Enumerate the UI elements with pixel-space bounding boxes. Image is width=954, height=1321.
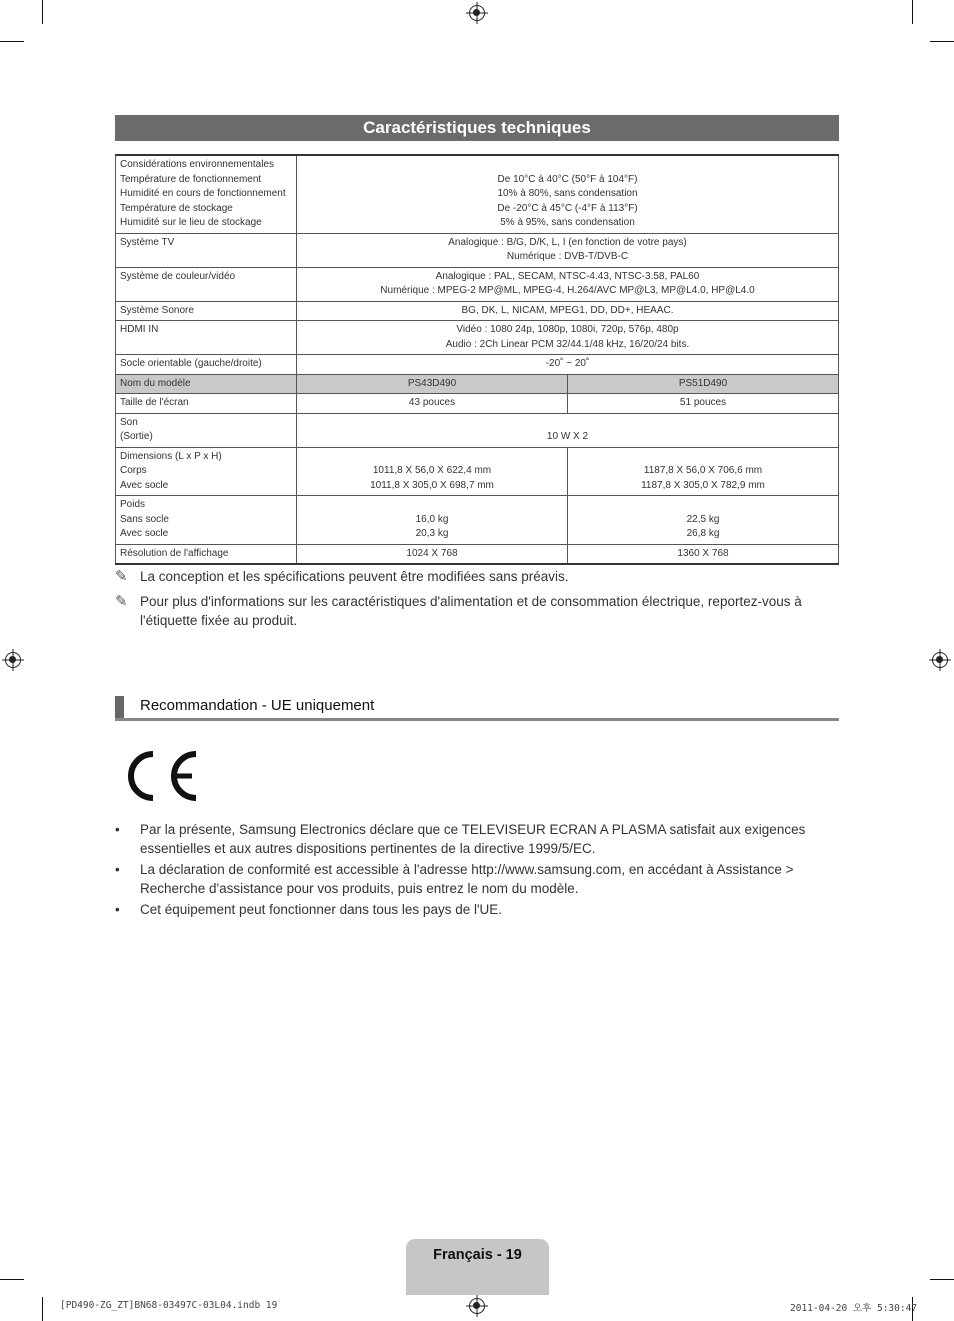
crop-mark: [0, 41, 24, 42]
label-line: Humidité sur le lieu de stockage: [120, 217, 262, 228]
note-item: [115, 567, 839, 586]
spec-value-hdmi: [297, 321, 839, 355]
list-item: [115, 900, 839, 919]
resolution-b: 1360 X 768: [568, 544, 839, 564]
table-row: [116, 374, 839, 394]
table-row: [116, 544, 839, 564]
value-line: 5% à 95%, sans condensation: [500, 217, 635, 228]
value-line: Numérique : DVB-T/DVB-C: [506, 251, 629, 262]
bullet-text: Cet équipement peut fonctionner dans tous les pays de l'UE.: [140, 902, 503, 917]
table-row: [116, 394, 839, 414]
spec-value-sound: 10 W X 2: [297, 413, 839, 447]
registration-mark-icon: [469, 5, 485, 21]
value-line: 10% à 80%, sans condensation: [497, 188, 638, 199]
label-line: (Sortie): [120, 431, 153, 442]
spec-label-color: Système de couleur/vidéo: [116, 267, 297, 301]
spec-value-tv: [297, 233, 839, 267]
spec-label-sound-system: Système Sonore: [116, 301, 297, 321]
resolution-a: 1024 X 768: [297, 544, 568, 564]
ce-mark-icon: [120, 748, 200, 804]
weight-b: [568, 496, 839, 545]
table-row: [116, 301, 839, 321]
table-row: [116, 267, 839, 301]
label-line: Température de fonctionnement: [120, 173, 262, 185]
table-row: [116, 233, 839, 267]
page-number-tab: [406, 1239, 549, 1295]
spec-label-sound: [116, 413, 297, 447]
spec-table: [115, 154, 839, 565]
label-line: Température de stockage: [120, 202, 233, 214]
table-row: [116, 355, 839, 375]
value-line: Audio : 2Ch Linear PCM 32/44.1/48 kHz, 16/20/24 bits.: [445, 338, 690, 350]
spec-label-swivel: Socle orientable (gauche/droite): [116, 355, 297, 375]
spec-value-env: [297, 155, 839, 233]
spec-label-weight: [116, 496, 297, 545]
spec-value-swivel: -20˚ ~ 20˚: [297, 355, 839, 375]
crop-mark: [0, 1279, 24, 1280]
label-line: Humidité en cours de fonctionnement: [120, 188, 286, 199]
value-line: 20,3 kg: [415, 528, 449, 539]
spec-label-hdmi: HDMI IN: [116, 321, 297, 355]
weight-a: [297, 496, 568, 545]
note-text: Pour plus d'informations sur les caractéristiques d'alimentation et de consommation électrique, reportez-vous à l'étiquette fixée au produit.: [140, 594, 802, 628]
spec-value-sound-system: BG, DK, L, NICAM, MPEG1, DD, DD+, HEAAC.: [297, 301, 839, 321]
crop-mark: [42, 1297, 43, 1321]
value-line: 1011,8 X 56,0 X 622,4 mm: [372, 465, 492, 476]
spec-value-color: [297, 267, 839, 301]
note-item: [115, 592, 839, 630]
value-line: De -20°C à 45°C (-4°F à 113°F): [497, 202, 638, 214]
value-line: Vidéo : 1080 24p, 1080p, 1080i, 720p, 576p, 480p: [456, 324, 679, 335]
value-line: Analogique : PAL, SECAM, NTSC-4.43, NTSC-3.58, PAL60: [435, 270, 700, 282]
page-number: Français - 19: [433, 1247, 522, 1263]
bullet-icon: •: [115, 822, 120, 837]
model-b: PS51D490: [568, 374, 839, 394]
section-heading: [115, 696, 839, 721]
table-row: [116, 447, 839, 496]
page-title: Caractéristiques techniques: [115, 115, 839, 141]
spec-label-resolution: Résolution de l'affichage: [116, 544, 297, 564]
bullet-text: La déclaration de conformité est accessible à l'adresse http://www.samsung.com, en accédant à Assistance > Recherche d'assistance pour vos produits, puis entrez le nom du modèle.: [140, 862, 794, 896]
value-line: De 10°C à 40°C (50°F à 104°F): [497, 173, 638, 185]
section-marker: [115, 696, 124, 718]
value-line: 22,5 kg: [686, 513, 720, 525]
table-row: [116, 413, 839, 447]
crop-mark: [930, 41, 954, 42]
value-line: 26,8 kg: [686, 528, 720, 539]
footer-date: 2011-04-20 오후 5:30:47: [790, 1303, 918, 1314]
label-line: Avec socle: [120, 479, 169, 491]
spec-label-screen: Taille de l'écran: [116, 394, 297, 414]
value-line: 1187,8 X 56,0 X 706,6 mm: [643, 465, 763, 476]
spec-label-dimensions: [116, 447, 297, 496]
bullet-icon: •: [115, 902, 120, 917]
registration-mark-icon: [932, 652, 948, 668]
pencil-note-icon: ✎: [115, 568, 128, 585]
crop-mark: [42, 0, 43, 24]
label-line: Sans socle: [120, 513, 169, 525]
value-line: 1187,8 X 305,0 X 782,9 mm: [641, 479, 765, 491]
value-line: Analogique : B/G, D/K, L, I (en fonction de votre pays): [448, 236, 687, 248]
section-title: Recommandation - UE uniquement: [140, 697, 375, 714]
table-row: [116, 321, 839, 355]
screen-b: 51 pouces: [568, 394, 839, 414]
label-line: Avec socle: [120, 528, 169, 539]
label-line: Poids: [120, 499, 146, 510]
registration-mark-icon: [469, 1298, 485, 1314]
bullet-text: Par la présente, Samsung Electronics déclare que ce TELEVISEUR ECRAN A PLASMA satisfait aux exigences essentielles et aux autres dispositions pertinentes de la directive 1999/5/EC.: [140, 822, 806, 856]
label-line: Son: [120, 416, 138, 428]
list-item: [115, 820, 839, 858]
value-line: Numérique : MPEG-2 MP@ML, MPEG-4, H.264/AVC MP@L3, MP@L4.0, HP@L4.0: [380, 285, 755, 296]
note-text: La conception et les spécifications peuvent être modifiées sans préavis.: [140, 569, 569, 584]
value-line: 1011,8 X 305,0 X 698,7 mm: [370, 479, 494, 491]
table-row: [116, 155, 839, 233]
value-line: 16,0 kg: [415, 513, 449, 525]
model-a: PS43D490: [297, 374, 568, 394]
pencil-note-icon: ✎: [115, 593, 128, 610]
dimensions-b: [568, 447, 839, 496]
label-line: Corps: [120, 465, 147, 476]
bullet-icon: •: [115, 862, 120, 877]
crop-mark: [930, 1279, 954, 1280]
screen-a: 43 pouces: [297, 394, 568, 414]
label-line: Dimensions (L x P x H): [120, 450, 222, 462]
spec-label-env: [116, 155, 297, 233]
list-item: [115, 860, 839, 898]
notes: [115, 567, 839, 636]
dimensions-a: [297, 447, 568, 496]
registration-mark-icon: [5, 652, 21, 668]
bullet-list: [115, 820, 839, 921]
label-line: Considérations environnementales: [120, 159, 274, 170]
footer-file: [PD490-ZG_ZT]BN68-03497C-03L04.indb 19: [60, 1300, 278, 1311]
table-row: [116, 496, 839, 545]
spec-label-tv: Système TV: [116, 233, 297, 267]
crop-mark: [912, 0, 913, 24]
spec-label-model: Nom du modèle: [116, 374, 297, 394]
